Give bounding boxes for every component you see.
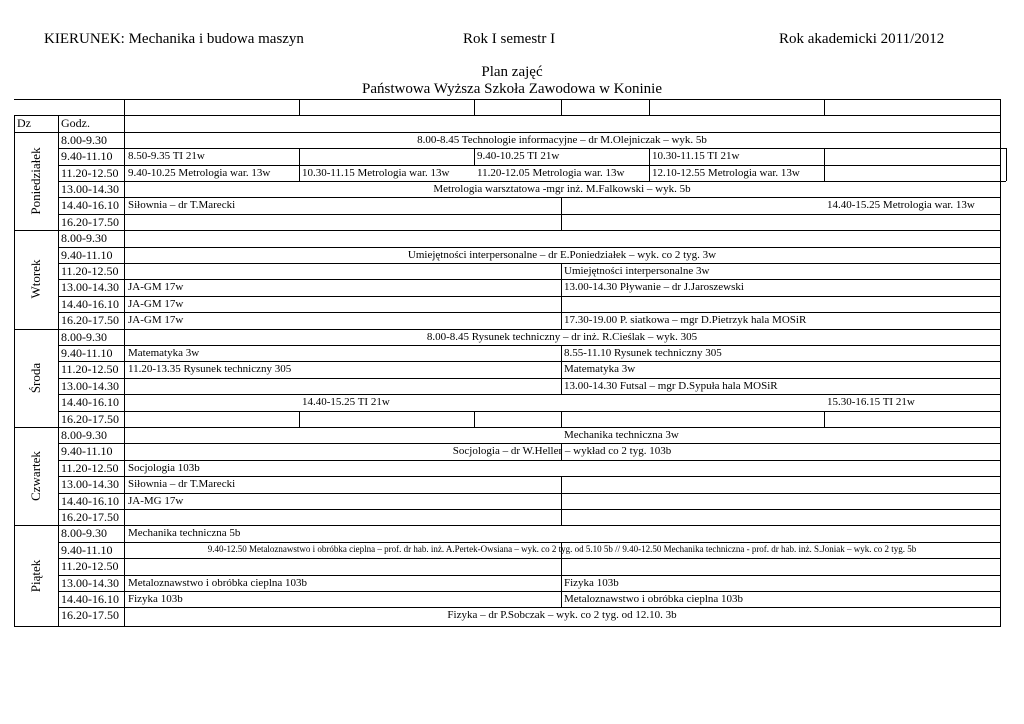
- column-divider: [474, 99, 475, 115]
- cell-divider: [561, 476, 562, 525]
- row-divider: [58, 378, 1000, 379]
- schedule-entry: Siłownia – dr T.Marecki: [128, 199, 236, 212]
- row-divider: [58, 296, 1000, 297]
- day-label: Wtorek: [28, 259, 43, 299]
- time-slot: 13.00-14.30: [61, 575, 119, 590]
- row-divider: [58, 214, 1000, 215]
- schedule-entry: Mechanika techniczna 3w: [564, 429, 679, 441]
- schedule-entry: 10.30-11.15 Metrologia war. 13w: [302, 166, 450, 179]
- table-border: [1000, 99, 1001, 626]
- time-slot: 9.40-11.10: [61, 542, 113, 557]
- time-slot: 9.40-11.10: [61, 247, 113, 262]
- cell-divider: [824, 411, 825, 427]
- time-slot: 14.40-16.10: [61, 198, 119, 213]
- cell-divider: [474, 411, 475, 427]
- row-divider: [58, 575, 1000, 576]
- time-slot: 16.20-17.50: [61, 313, 119, 328]
- day-divider: [14, 115, 1000, 116]
- schedule-entry: 8.50-9.35 TI 21w: [128, 150, 205, 163]
- schedule-entry: JA-MG 17w: [128, 494, 184, 507]
- year-semester-label: Rok I semestr I: [463, 31, 556, 47]
- time-slot: 11.20-12.50: [61, 264, 119, 278]
- row-divider: [58, 443, 1000, 444]
- schedule-entry: 17.30-19.00 P. siatkowa – mgr D.Pietrzyk hala MOSiR: [564, 314, 807, 327]
- row-divider: [58, 558, 1000, 559]
- academic-year-label: Rok akademicki 2011/2012: [779, 31, 945, 47]
- schedule-entry: 9.40-10.25 TI 21w: [477, 150, 560, 163]
- day-divider: [14, 230, 1000, 231]
- row-divider: [58, 509, 1000, 510]
- time-slot: 11.20-12.50: [61, 165, 119, 180]
- schedule-entry: 13.00-14.30 Futsal – mgr D.Sypuła hala MOSiR: [564, 379, 778, 392]
- schedule-entry: 14.40-15.25 Metrologia war. 13w: [827, 199, 975, 212]
- time-slot: 11.20-12.50: [61, 559, 119, 574]
- time-slot: 9.40-11.10: [61, 444, 113, 459]
- row-divider: [58, 181, 1000, 182]
- time-slot: 14.40-16.10: [61, 493, 119, 508]
- row-divider: [58, 247, 1000, 248]
- row-divider: [58, 591, 1000, 592]
- schedule-entry: Matematyka 3w: [128, 347, 200, 359]
- schedule-entry: 11.20-13.35 Rysunek techniczny 305: [128, 363, 292, 376]
- cell-divider: [561, 411, 562, 427]
- schedule-entry: Fizyka 103b: [128, 593, 183, 605]
- day-label: Poniedziałek: [28, 147, 43, 215]
- row-divider: [58, 476, 1000, 477]
- row-divider: [58, 148, 1000, 149]
- schedule-entry: Metaloznawstwo i obróbka cieplna 103b: [128, 576, 308, 589]
- day-label: Piątek: [28, 559, 43, 592]
- row-divider: [58, 493, 1000, 494]
- row-divider: [58, 263, 1000, 264]
- row-divider: [58, 411, 1000, 412]
- cell-divider: [1000, 148, 1006, 149]
- time-slot: 8.00-9.30: [61, 329, 107, 344]
- time-slot: 13.00-14.30: [61, 280, 119, 295]
- column-divider: [124, 99, 125, 626]
- plan-title: Plan zajęć: [481, 64, 543, 80]
- schedule-entry: 15.30-16.15 TI 21w: [827, 396, 915, 409]
- cell-divider: [1000, 181, 1006, 182]
- schedule-entry: Siłownia – dr T.Marecki: [128, 478, 236, 491]
- day-divider: [14, 132, 1000, 133]
- schedule-entry: Socjologia – dr W.Heller – wykład co 2 tyg. 103b: [452, 445, 672, 458]
- column-divider: [561, 99, 562, 115]
- cell-divider: [561, 345, 562, 394]
- row-divider: [58, 165, 1000, 166]
- time-slot: 9.40-11.10: [61, 346, 113, 360]
- time-slot: 14.40-16.10: [61, 296, 119, 311]
- day-divider: [14, 525, 1000, 526]
- cell-divider: [299, 148, 300, 181]
- cell-divider: [649, 148, 650, 181]
- cell-divider: [1006, 148, 1007, 181]
- row-divider: [58, 279, 1000, 280]
- schedule-entry: 11.20-12.05 Metrologia war. 13w: [477, 166, 625, 179]
- time-slot: 8.00-9.30: [61, 526, 107, 541]
- row-divider: [58, 361, 1000, 362]
- cell-divider: [561, 558, 562, 607]
- schedule-entry: JA-GM 17w: [128, 314, 184, 327]
- cell-divider: [474, 148, 475, 164]
- table-border: [14, 626, 1001, 627]
- day-label: Środa: [28, 362, 43, 393]
- schedule-entry: JA-GM 17w: [128, 297, 184, 310]
- row-divider: [58, 312, 1000, 313]
- day-divider: [14, 427, 1000, 428]
- column-divider: [824, 99, 825, 115]
- schedule-entry: 8.55-11.10 Rysunek techniczny 305: [564, 347, 722, 359]
- row-divider: [58, 542, 1000, 543]
- table-border: [14, 99, 1000, 100]
- time-slot: 13.00-14.30: [61, 378, 119, 393]
- schedule-entry: Umiejętności interpersonalne 3w: [564, 265, 710, 277]
- day-divider: [14, 329, 1000, 330]
- time-slot: 8.00-9.30: [61, 428, 107, 442]
- cell-divider: [561, 197, 562, 230]
- schedule-entry: Fizyka – dr P.Sobczak – wyk. co 2 tyg. od 12.10. 3b: [447, 609, 677, 622]
- schedule-entry: 12.10-12.55 Metrologia war. 13w: [652, 166, 800, 179]
- schedule-entry: Metaloznawstwo i obróbka cieplna 103b: [564, 593, 744, 605]
- schedule-entry: Socjologia 103b: [128, 461, 200, 474]
- column-divider: [299, 99, 300, 115]
- time-slot: 9.40-11.10: [61, 149, 113, 164]
- time-slot: 16.20-17.50: [61, 608, 119, 623]
- schedule-entry: 10.30-11.15 TI 21w: [652, 150, 740, 163]
- column-header-hours: Godz.: [61, 116, 90, 130]
- cell-divider: [299, 411, 300, 427]
- time-slot: 16.20-17.50: [61, 214, 119, 229]
- kierunek-label: KIERUNEK: Mechanika i budowa maszyn: [44, 31, 304, 47]
- time-slot: 14.40-16.10: [61, 395, 119, 410]
- school-name: Państwowa Wyższa Szkoła Zawodowa w Koninie: [362, 81, 662, 97]
- time-slot: 13.00-14.30: [61, 182, 119, 196]
- schedule-entry: 8.00-8.45 Technologie informacyjne – dr M.Olejniczak – wyk. 5b: [417, 133, 707, 146]
- schedule-entry: 9.40-10.25 Metrologia war. 13w: [128, 166, 271, 179]
- column-divider: [649, 99, 650, 115]
- column-header-day: Dz: [17, 116, 31, 130]
- schedule-entry: Mechanika techniczna 5b: [128, 527, 241, 540]
- time-slot: 14.40-16.10: [61, 592, 119, 606]
- schedule-entry: Fizyka 103b: [564, 576, 619, 589]
- schedule-entry: 14.40-15.25 TI 21w: [302, 396, 390, 409]
- schedule-entry: JA-GM 17w: [128, 281, 184, 294]
- schedule-entry: Umiejętności interpersonalne – dr E.Poniedziałek – wyk. co 2 tyg. 3w: [407, 248, 717, 261]
- time-slot: 8.00-9.30: [61, 132, 107, 147]
- schedule-entry: 8.00-8.45 Rysunek techniczny – dr inż. R.Cieślak – wyk. 305: [426, 330, 698, 343]
- table-border: [14, 115, 15, 626]
- row-divider: [58, 394, 1000, 395]
- time-slot: 11.20-12.50: [61, 460, 119, 475]
- time-slot: 16.20-17.50: [61, 411, 119, 426]
- time-slot: 16.20-17.50: [61, 510, 119, 524]
- time-slot: 8.00-9.30: [61, 231, 107, 246]
- column-divider: [58, 115, 59, 626]
- schedule-entry: 13.00-14.30 Pływanie – dr J.Jaroszewski: [564, 281, 744, 294]
- timetable: [14, 99, 1000, 626]
- time-slot: 11.20-12.50: [61, 362, 119, 377]
- row-divider: [58, 460, 1000, 461]
- cell-divider: [561, 263, 562, 329]
- schedule-entry: Metrologia warsztatowa -mgr inż. M.Falkowski – wyk. 5b: [433, 183, 691, 195]
- cell-divider: [824, 148, 825, 181]
- row-divider: [58, 607, 1000, 608]
- schedule-entry: Matematyka 3w: [564, 363, 636, 376]
- time-slot: 13.00-14.30: [61, 477, 119, 492]
- schedule-entry: 9.40-12.50 Metaloznawstwo i obróbka cieplna – prof. dr hab. inż. A.Pertek-Owsiana – wyk. co 2 tyg. od 5.10 5b // 9.40-12.50 Mechanika techniczna - prof. dr hab. inż. S.Joniak – wyk. co 2 tyg. 5b: [207, 543, 917, 554]
- row-divider: [58, 345, 1000, 346]
- row-divider: [58, 197, 1000, 198]
- day-label: Czwartek: [28, 451, 43, 502]
